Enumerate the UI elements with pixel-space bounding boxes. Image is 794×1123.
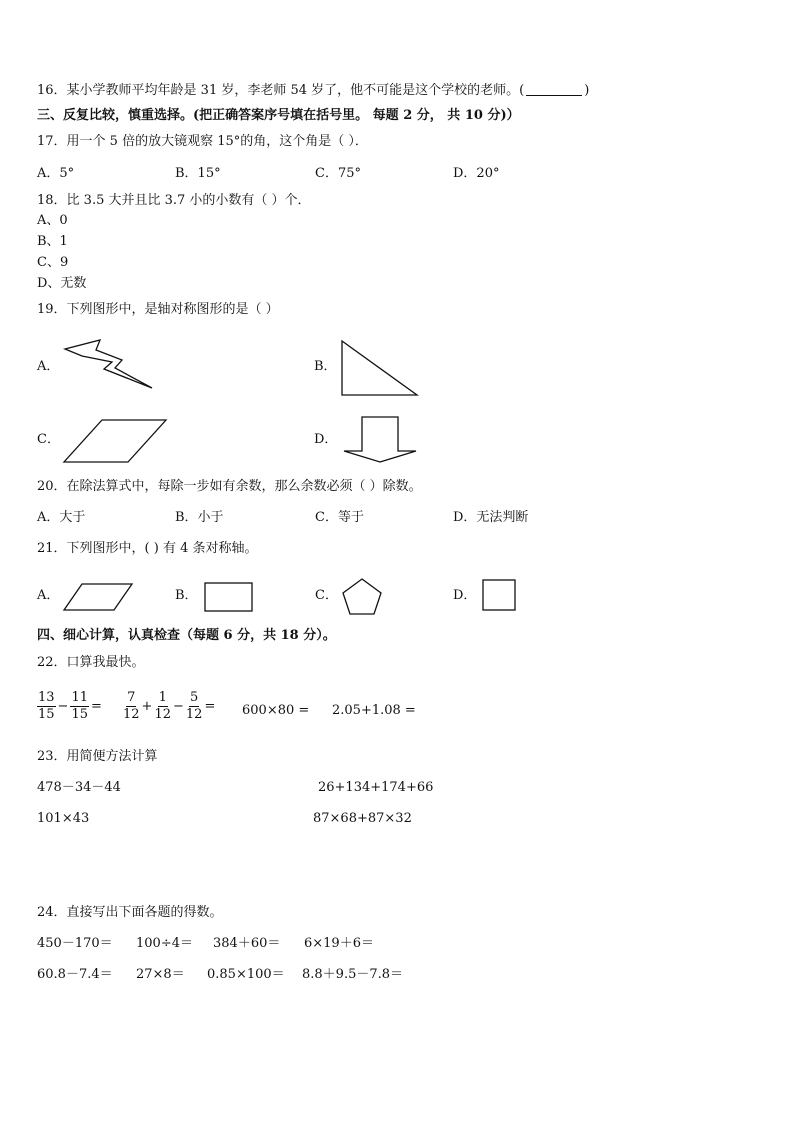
operator: − [57, 699, 69, 714]
numerator: 5 [190, 690, 199, 705]
fraction [70, 690, 89, 723]
q19-option-b-label[interactable]: B． [314, 359, 337, 374]
q19-option-c-label[interactable]: C． [37, 432, 60, 447]
lightning-bolt-shape [62, 338, 156, 392]
q22-expression-3: 600×80 = [242, 703, 310, 718]
q18-option-a[interactable]: A、0 [37, 213, 68, 228]
q22-expression-4: 2.05+1.08 = [332, 703, 416, 718]
q20-option-b[interactable]: B．小于 [175, 510, 224, 525]
fraction [186, 690, 203, 723]
question-22-text: 22．口算我最快。 [37, 655, 145, 670]
q21-option-b-label[interactable]: B． [175, 588, 198, 603]
q17-option-b[interactable]: B．15° [175, 166, 221, 181]
operator: + [141, 699, 153, 714]
parallelogram-shape [62, 418, 170, 466]
section-4-heading: 四、细心计算，认真检查（每题 6 分，共 18 分）。 [37, 628, 336, 643]
denominator: 12 [185, 707, 203, 722]
question-24-text: 24．直接写出下面各题的得数。 [37, 905, 223, 920]
question-19-text: 19．下列图形中，是轴对称图形的是（ ） [37, 302, 279, 317]
q17-option-d[interactable]: D．20° [453, 166, 500, 181]
q20-option-d[interactable]: D．无法判断 [453, 510, 529, 525]
q18-option-c[interactable]: C、9 [37, 255, 69, 270]
q23-item-3: 101×43 [37, 811, 90, 826]
answer-blank[interactable] [526, 83, 582, 96]
q24-row2-item-4: 8.8＋9.5－7.8＝ [302, 967, 404, 982]
equals-sign: = [204, 699, 216, 714]
q21-option-d-label[interactable]: D． [453, 588, 477, 603]
q21-option-c-label[interactable]: C． [315, 588, 338, 603]
q20-option-a[interactable]: A．大于 [37, 510, 86, 525]
q24-row2-item-3: 0.85×100＝ [207, 967, 285, 982]
q24-row1-item-3: 384＋60＝ [213, 936, 281, 951]
q24-row1-item-2: 100÷4＝ [136, 936, 193, 951]
numerator: 1 [158, 690, 167, 705]
question-18-text: 18．比 3.5 大并且比 3.7 小的小数有（ ）个． [37, 193, 311, 208]
pentagon-shape [341, 577, 385, 617]
question-16 [37, 83, 589, 99]
right-triangle-shape [340, 339, 420, 397]
q18-option-d[interactable]: D、无数 [37, 276, 87, 291]
fraction [37, 690, 56, 723]
q20-option-c[interactable]: C．等于 [315, 510, 364, 525]
fraction [123, 690, 140, 723]
denominator: 12 [154, 707, 171, 722]
rectangle-shape [203, 581, 255, 615]
operator: − [173, 699, 184, 714]
q21-option-a-label[interactable]: A． [37, 588, 60, 603]
q24-row2-item-2: 27×8＝ [136, 967, 185, 982]
question-17-text: 17．用一个 5 倍的放大镜观察 15°的角，这个角是（ ）． [37, 134, 368, 149]
q22-expression-1 [37, 690, 104, 723]
fraction [154, 690, 171, 723]
denominator: 15 [71, 707, 88, 722]
q22-expression-2 [123, 690, 217, 723]
denominator: 12 [123, 707, 140, 722]
denominator: 15 [38, 707, 55, 722]
q23-item-4: 87×68+87×32 [313, 811, 412, 826]
q19-option-d-label[interactable]: D． [314, 432, 338, 447]
q18-option-b[interactable]: B、1 [37, 234, 68, 249]
q17-option-a[interactable]: A．5° [37, 166, 75, 181]
numerator: 7 [127, 690, 136, 705]
q23-item-2: 26+134+174+66 [318, 780, 434, 795]
q23-item-1: 478－34－44 [37, 780, 121, 795]
question-20-text: 20．在除法算式中，每除一步如有余数，那么余数必须（ ）除数。 [37, 479, 422, 494]
square-shape [481, 578, 519, 614]
down-arrow-shape [340, 415, 420, 465]
question-16-text: 16．某小学教师平均年龄是 31 岁，李老师 54 岁了，他不可能是这个学校的老师。( [37, 83, 525, 98]
q24-row1-item-1: 450－170＝ [37, 936, 113, 951]
q19-option-a-label[interactable]: A． [37, 359, 60, 374]
numerator: 11 [71, 690, 88, 705]
section-3-heading: 三、反复比较，慎重选择。(把正确答案序号填在括号里。 每题 2 分， 共 10 分)） [37, 108, 520, 123]
question-16-close: ) [584, 83, 590, 98]
q17-option-c[interactable]: C．75° [315, 166, 361, 181]
q24-row1-item-4: 6×19＋6＝ [304, 936, 374, 951]
equals-sign: = [91, 699, 102, 714]
question-23-text: 23．用简便方法计算 [37, 749, 158, 764]
numerator: 13 [38, 690, 55, 705]
q24-row2-item-1: 60.8－7.4＝ [37, 967, 113, 982]
parallelogram-shape [62, 582, 136, 614]
question-21-text: 21．下列图形中，( ) 有 4 条对称轴。 [37, 541, 258, 556]
